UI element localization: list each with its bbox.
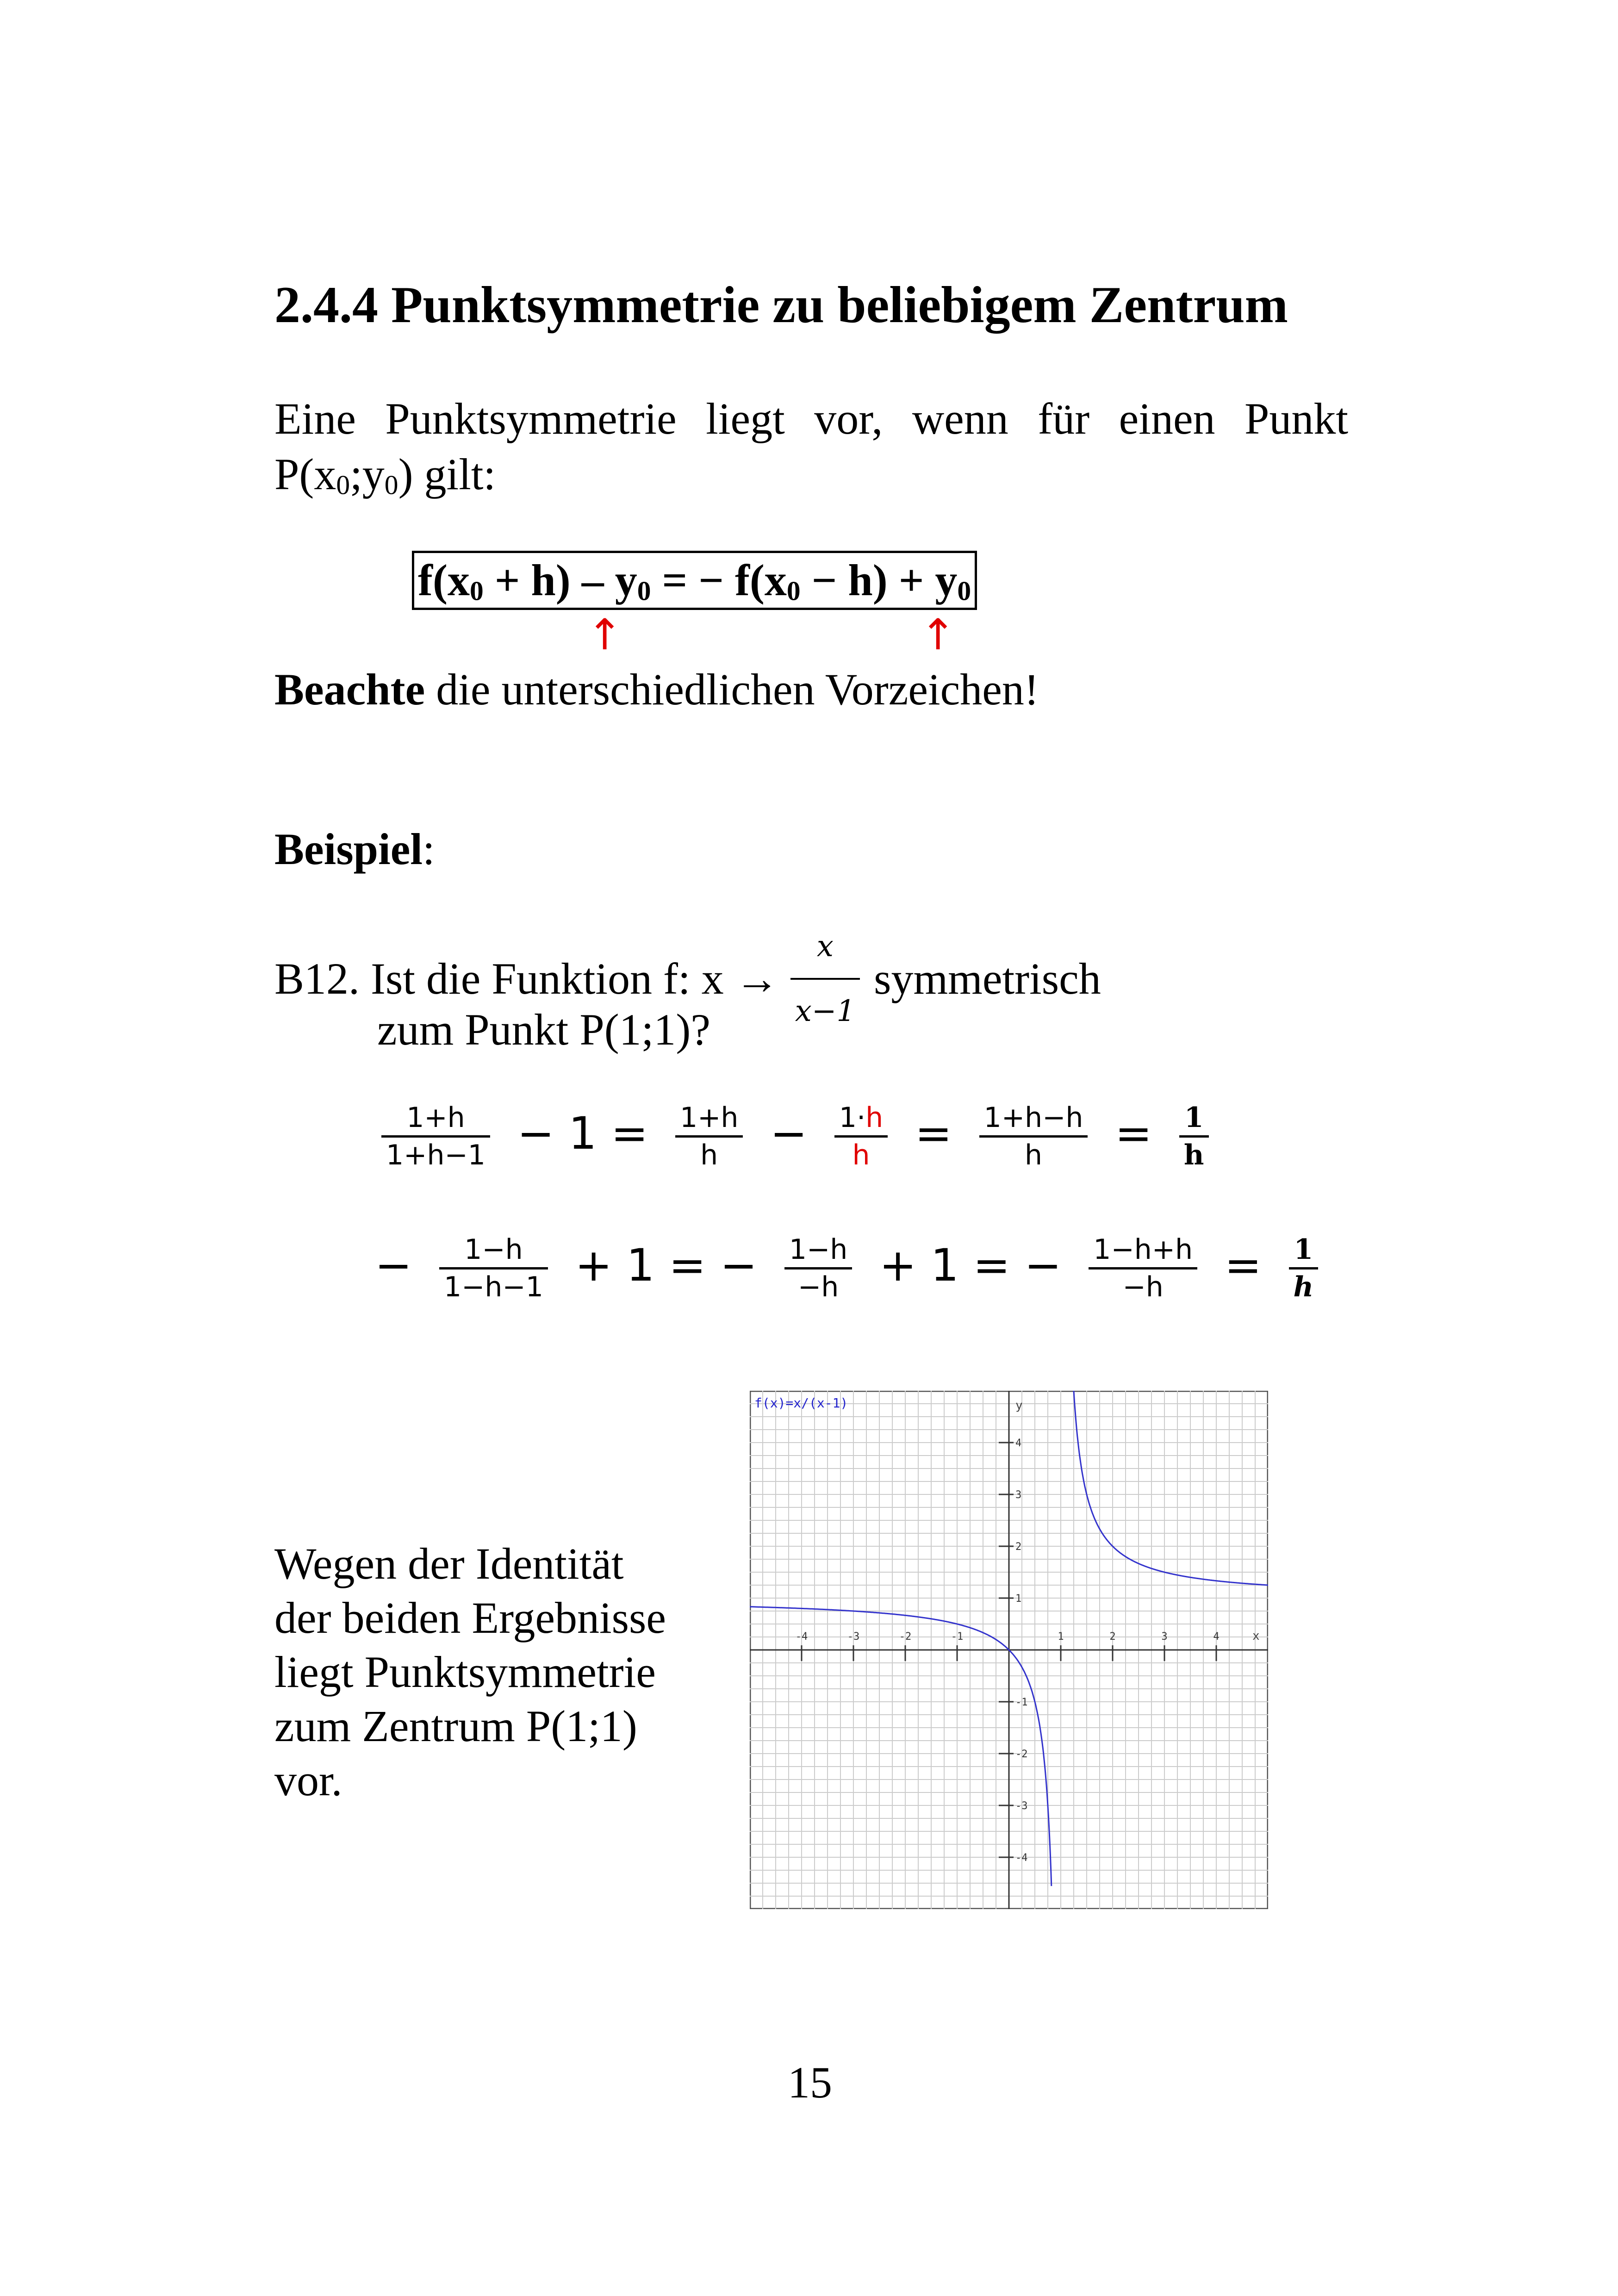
fraction bbox=[675, 1101, 743, 1171]
fraction bbox=[834, 1101, 888, 1171]
intro-line-2 bbox=[274, 447, 496, 513]
calculation-row-1 bbox=[375, 1101, 1215, 1171]
formula-part: f(x bbox=[418, 555, 470, 605]
function-graph bbox=[750, 1391, 1268, 1911]
x-tick-label: 3 bbox=[1161, 1631, 1168, 1643]
y-tick-label: -4 bbox=[1015, 1852, 1028, 1864]
x-tick-label: 1 bbox=[1058, 1631, 1064, 1643]
fraction bbox=[381, 1101, 490, 1171]
result-fraction bbox=[1289, 1233, 1319, 1303]
note-bold: Beachte bbox=[274, 665, 425, 714]
fraction bbox=[439, 1233, 548, 1303]
intro-text: ;y bbox=[350, 449, 385, 499]
example-bold: Beispiel bbox=[274, 824, 423, 874]
numerator-highlight: h bbox=[865, 1101, 884, 1134]
formula-part: = − f(x bbox=[651, 555, 787, 605]
fraction-numerator: 1+h−h bbox=[979, 1104, 1088, 1138]
arrow-up-icon: ↑ bbox=[920, 610, 956, 660]
operator: − bbox=[770, 1107, 808, 1159]
subscript: 0 bbox=[336, 469, 350, 500]
subscript: 0 bbox=[469, 575, 484, 606]
fraction bbox=[1089, 1233, 1197, 1303]
y-tick-label: -1 bbox=[1015, 1697, 1028, 1708]
x-axis-label: x bbox=[1252, 1629, 1260, 1643]
y-tick-label: 3 bbox=[1015, 1489, 1022, 1501]
note-line bbox=[274, 662, 1039, 717]
intro-word: wenn bbox=[912, 394, 1008, 443]
conclusion-line: zum Zentrum P(1;1) bbox=[274, 1701, 637, 1751]
graph-function-label: f(x)=x/(x-1) bbox=[754, 1395, 848, 1411]
symmetry-formula bbox=[412, 551, 977, 610]
conclusion-line: Wegen der Identität bbox=[274, 1539, 624, 1588]
conclusion-line: vor. bbox=[274, 1755, 342, 1805]
conclusion-text bbox=[274, 1537, 666, 1807]
operator: − 1 = bbox=[517, 1107, 648, 1159]
x-tick-label: -1 bbox=[951, 1631, 964, 1643]
subscript: 0 bbox=[637, 575, 651, 606]
task-line-2: zum Punkt P(1;1)? bbox=[377, 1005, 710, 1054]
conclusion-line: der beiden Ergebnisse bbox=[274, 1593, 666, 1643]
note-text: die unterschiedlichen Vorzeichen! bbox=[425, 665, 1039, 714]
result-fraction bbox=[1179, 1101, 1209, 1171]
intro-word: liegt bbox=[706, 394, 785, 443]
example-label bbox=[274, 821, 435, 877]
fraction-denominator: −h bbox=[1122, 1271, 1164, 1303]
intro-word: einen bbox=[1119, 394, 1215, 443]
fraction-numerator: 1 bbox=[1179, 1104, 1209, 1138]
fraction-denominator: x−1 bbox=[795, 994, 856, 1028]
graph-svg bbox=[750, 1391, 1268, 1909]
intro-word: Punktsymmetrie bbox=[385, 394, 677, 443]
subscript: 0 bbox=[786, 575, 801, 606]
fraction-numerator: x bbox=[790, 919, 860, 980]
formula-part: + h) – y bbox=[483, 555, 637, 605]
x-tick-label: 4 bbox=[1213, 1631, 1220, 1643]
fraction-denominator: h bbox=[1025, 1139, 1043, 1171]
y-tick-label: -3 bbox=[1015, 1800, 1028, 1812]
task-fraction bbox=[790, 919, 860, 1039]
fraction-denominator: h bbox=[1183, 1139, 1204, 1171]
fraction-denominator: h bbox=[1293, 1271, 1314, 1303]
task-text: B12. Ist die Funktion f: x → bbox=[274, 954, 779, 1003]
fraction-numerator: 1−h bbox=[784, 1236, 852, 1269]
task-text: symmetrisch bbox=[863, 954, 1101, 1003]
numerator-text: 1−h bbox=[464, 1233, 523, 1266]
page-number: 15 bbox=[788, 2058, 832, 2107]
fraction-numerator bbox=[439, 1233, 548, 1269]
fraction bbox=[784, 1233, 852, 1303]
subscript: 0 bbox=[384, 469, 398, 500]
fraction-denominator: 1−h−1 bbox=[443, 1271, 543, 1303]
fraction-denominator: h bbox=[700, 1139, 718, 1171]
formula-part: − h) + y bbox=[800, 555, 958, 605]
fraction bbox=[979, 1101, 1088, 1171]
intro-text: ) gilt: bbox=[398, 449, 496, 499]
x-tick-label: -4 bbox=[795, 1631, 808, 1643]
intro-text: P(x bbox=[274, 449, 336, 499]
operator: = bbox=[1114, 1107, 1152, 1159]
fraction-numerator: 1+h bbox=[675, 1104, 743, 1138]
conclusion-line: liegt Punktsymmetrie bbox=[274, 1647, 656, 1697]
section-heading: 2.4.4 Punktsymmetrie zu beliebigem Zentrum bbox=[274, 276, 1288, 334]
fraction-numerator: 1 bbox=[1289, 1236, 1319, 1269]
x-tick-label: 2 bbox=[1109, 1631, 1116, 1643]
operator: = bbox=[915, 1107, 952, 1159]
arrow-up-icon: ↑ bbox=[587, 610, 623, 660]
x-tick-label: -3 bbox=[847, 1631, 860, 1643]
y-tick-label: 2 bbox=[1015, 1541, 1022, 1553]
calculation-row-2 bbox=[375, 1233, 1325, 1303]
intro-word: für bbox=[1038, 394, 1090, 443]
fraction-denominator: 1+h−1 bbox=[386, 1139, 485, 1171]
fraction-numerator bbox=[834, 1101, 888, 1138]
operator: + 1 = − bbox=[575, 1239, 758, 1291]
fraction-denominator: −h bbox=[797, 1271, 839, 1303]
y-tick-label: 1 bbox=[1015, 1593, 1022, 1605]
example-colon: : bbox=[423, 824, 435, 874]
intro-word: Eine bbox=[274, 394, 356, 443]
y-tick-label: 4 bbox=[1015, 1437, 1022, 1449]
numerator-part: 1· bbox=[839, 1101, 866, 1134]
fraction-numerator: 1−h+h bbox=[1089, 1236, 1197, 1269]
x-tick-label: -2 bbox=[899, 1631, 912, 1643]
intro-word: vor, bbox=[814, 394, 883, 443]
operator: + 1 = − bbox=[879, 1239, 1062, 1291]
operator: − bbox=[375, 1239, 412, 1291]
y-tick-label: -2 bbox=[1015, 1748, 1028, 1760]
intro-line-1 bbox=[274, 391, 1348, 447]
operator: = bbox=[1224, 1239, 1262, 1291]
y-axis-label: y bbox=[1015, 1399, 1023, 1412]
intro-word: Punkt bbox=[1245, 394, 1349, 443]
fraction-numerator: 1+h bbox=[381, 1104, 490, 1138]
fraction-denominator: h bbox=[852, 1139, 870, 1171]
subscript: 0 bbox=[957, 575, 971, 606]
